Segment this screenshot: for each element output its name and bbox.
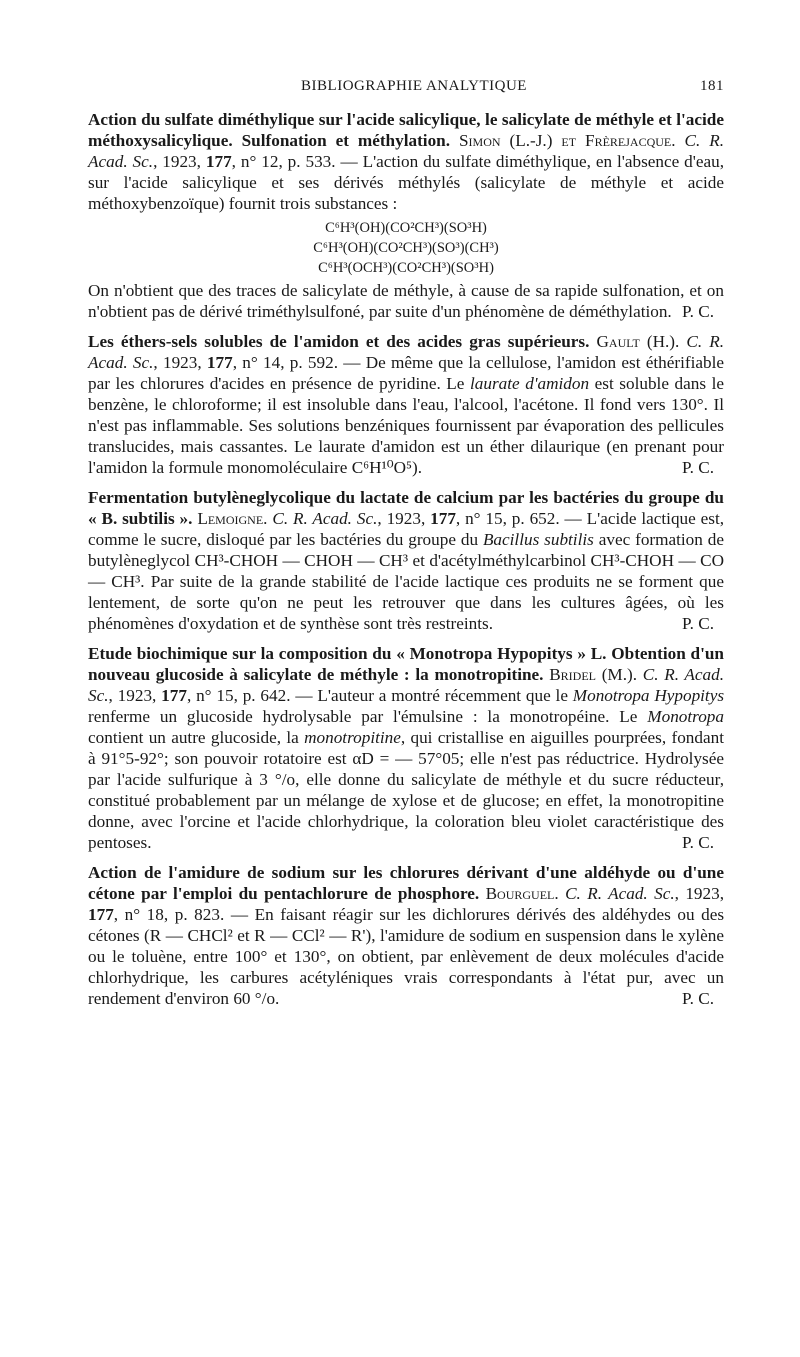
page-number: 181	[700, 78, 724, 94]
entry-text: renferme un glucoside hydrolysable par l'émulsine : la monotropéine. Le	[88, 707, 648, 726]
entry-text-italic: laurate d'amidon	[470, 374, 590, 393]
entry-title: Fermentation butylèneglycolique du lactate de calcium par les bactéries du groupe du « B. subtilis ».	[88, 488, 724, 528]
entry-signature: P. C.	[681, 302, 714, 321]
entry-text: , qui cristallise en aiguilles pourprées, fondant à 91°5-92°; son pouvoir rotatoire est αD = — 57°05; elle n'est pas réductrice. Hydrolysée par l'acide sulfurique à 3 °/o, elle donne du salicylate de méthyle et du sucre réducteur, constitué probablement par un mélange de xylose et de glucose; en effet, la monotropitine donne, avec l'orcine et l'acide chlorhydrique, la coloration bleu violet caractéristique des pentoses.	[88, 728, 724, 852]
entry-title: Action du sulfate diméthylique sur l'acide salicylique, le salicylate de méthyle et l'acide méthoxysalicylique. Sulfonation et méthylation.	[88, 110, 724, 150]
formula-3: C⁶H³(OCH³)(CO²CH³)(SO³H)	[318, 260, 494, 276]
entry-journal: C. R. Acad. Sc.	[565, 884, 675, 903]
entry-signature: P. C.	[681, 458, 714, 477]
abstract-entry-2	[88, 331, 724, 478]
entry-ref-pre: , 1923,	[108, 686, 162, 705]
page	[88, 78, 724, 1018]
entry-authors: Simon (L.-J.) et Frèrejacque.	[458, 131, 676, 150]
abstract-entry-3	[88, 487, 724, 634]
abstract-entry-4	[88, 643, 724, 853]
entry-authors: Bourguel.	[485, 884, 559, 903]
entry-authors: Gault (H.).	[596, 332, 680, 351]
entry-text-continued: On n'obtient que des traces de salicylate de méthyle, à cause de sa rapide sulfonation, et on n'obtient pas de dérivé triméthylsulfoné, par suite d'un phénomène de déméthylation.	[88, 281, 724, 321]
entry-text-italic: Bacillus subtilis	[482, 530, 594, 549]
entry-journal: C. R. Acad. Sc.	[88, 665, 725, 705]
abstract-entry-5	[88, 862, 724, 1009]
entry-ref-pre: , 1923,	[153, 353, 207, 372]
entry-text: est soluble dans le benzène, le chloroforme; il est insoluble dans l'eau, l'alcool, l'acétone. Il fond vers 130°. Il n'est pas inflammable. Ses solutions benzéniques fournissent par évaporation des pellicules translucides, mais cassantes. Le laurate d'amidon est un éther dilaurique (en prenant pour l'amidon la formule monomoléculaire C⁶H¹⁰O⁵).	[88, 374, 725, 477]
entry-ref-pre: , 1923,	[153, 152, 206, 171]
entry-text-italic: monotropitine	[304, 728, 401, 747]
entry-journal: C. R. Acad. Sc.	[88, 131, 725, 171]
entry-text: De même que la cellulose, l'amidon est éthérifiable par les chlorures d'acides en présence de pyridine. Le	[88, 353, 725, 393]
running-title: BIBLIOGRAPHIE ANALYTIQUE	[301, 78, 527, 94]
entry-authors: Bridel (M.).	[549, 665, 638, 684]
entry-journal: C. R. Acad. Sc.	[272, 509, 378, 528]
entry-journal: C. R. Acad. Sc.	[88, 332, 725, 372]
entry-title: Etude biochimique sur la composition du « Monotropa Hypopitys » L. Obtention d'un nouveau glucoside à salicylate de méthyle : la monotropitine.	[88, 644, 724, 684]
entry-ref-pre: , 1923,	[674, 884, 724, 903]
entry-ref-post: , n° 15, p. 652. —	[455, 509, 582, 528]
entry-text: avec formation de butylèneglycol CH³-CHOH — CHOH — CH³ et d'acétylméthylcarbinol CH³-CHOH — CO — CH³. Par suite de la grande stabilité de l'acide lactique ces produits ne se forment que lentement, de sorte qu'on ne peut les retrouver que dans les cultures âgées, où les phénomènes d'oxydation et de synthèse sont très restreints.	[88, 530, 724, 633]
entry-text-italic: Monotropa Hypopitys	[572, 686, 725, 705]
entry-text: L'auteur a montré récemment que le	[317, 686, 573, 705]
formula-2: C⁶H³(OH)(CO²CH³)(SO³)(CH³)	[313, 240, 499, 256]
entry-signature: P. C.	[681, 833, 714, 852]
entry-ref-pre: , 1923,	[377, 509, 431, 528]
entry-signature: P. C.	[681, 989, 714, 1008]
formula-1: C⁶H³(OH)(CO²CH³)(SO³H)	[325, 220, 487, 236]
entry-ref-post: , n° 14, p. 592. —	[232, 353, 361, 372]
entry-text: En faisant réagir sur les dichlorures dérivés des aldéhydes ou des cétones (R — CHCl² et R — CCl² — R'), l'amidure de sodium en suspension dans le xylène ou le toluène, entre 100° et 130°, on obtient, par enlèvement de deux molécules d'acide chlorhydrique, les carbures acétyléniques vrais correspondants à l'état pur, avec un rendement d'environ 60 °/o.	[88, 905, 725, 1008]
entry-volume: 177	[430, 509, 456, 528]
entry-text: L'acide lactique est, comme le sucre, disloqué par les bactéries du groupe du	[88, 509, 725, 549]
running-header	[88, 78, 724, 95]
entry-volume: 177	[205, 152, 232, 171]
entry-authors: Lemoigne.	[197, 509, 268, 528]
entry-volume: 177	[161, 686, 187, 705]
abstract-entry-1	[88, 109, 724, 322]
entry-volume: 177	[88, 905, 114, 924]
entry-title: Action de l'amidure de sodium sur les chlorures dérivant d'une aldéhyde ou d'une cétone par l'emploi du pentachlorure de phosphore.	[88, 863, 724, 903]
formula-block	[88, 218, 724, 278]
entry-ref-post: , n° 12, p. 533. —	[231, 152, 358, 171]
entry-text: contient un autre glucoside, la	[88, 728, 305, 747]
entry-ref-post: , n° 15, p. 642. —	[186, 686, 313, 705]
entry-signature: P. C.	[681, 614, 714, 633]
entry-volume: 177	[206, 353, 233, 372]
entry-ref-post: , n° 18, p. 823. —	[113, 905, 249, 924]
entry-text: L'action du sulfate diméthylique, en l'absence d'eau, sur l'acide salicylique et ses dérivés méthylés (salicylate de méthyle et acide méthoxybenzoïque) fournit trois substances :	[88, 152, 724, 213]
entry-text-italic: Monotropa	[647, 707, 724, 726]
entry-title: Les éthers-sels solubles de l'amidon et des acides gras supérieurs.	[88, 332, 590, 351]
